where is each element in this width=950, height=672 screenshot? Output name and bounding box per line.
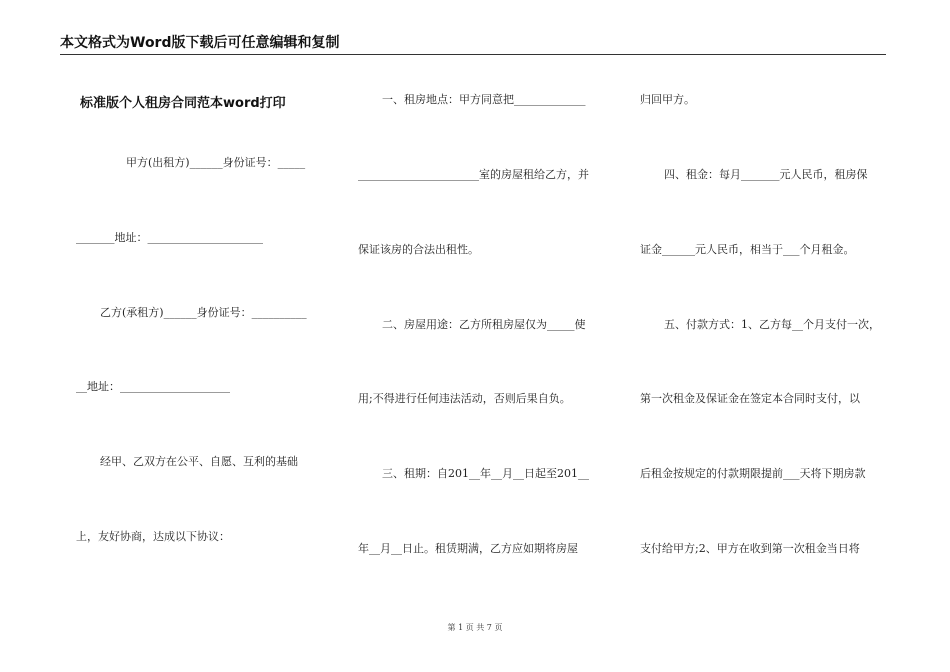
text-line: 支付给甲方;2、甲方在收到第一次租金当日将 [640,542,860,555]
text-line: 甲方(出租方)______身份证号：_____ [126,156,306,169]
text-line: __地址：____________________ [76,380,230,393]
column-3 [640,0,895,600]
document-title: 标准版个人租房合同范本word打印 [80,96,286,111]
column-1 [76,0,326,600]
text-line: 第一次租金及保证金在签定本合同时支付，以 [640,392,860,405]
text-line: 一、租房地点：甲方同意把_____________ [382,93,586,106]
text-line: 三、租期：自201__年__月__日起至201__ [382,467,589,480]
text-line: ______________________室的房屋租给乙方，并 [358,168,589,181]
text-line: 保证该房的合法出租性。 [358,243,479,256]
text-line: 后租金按规定的付款期限提前___天将下期房款 [640,467,866,480]
text-line: 证金______元人民币，相当于___个月租金。 [640,243,855,256]
text-line: 四、租金：每月_______元人民币，租房保 [664,168,868,181]
page-number: 第 1 页 共 7 页 [447,623,503,632]
header-text: 本文格式为Word版下载后可任意编辑和复制 [60,35,340,51]
text-line: 二、房屋用途：乙方所租房屋仅为_____使 [382,318,586,331]
text-line: 上，友好协商，达成以下协议： [76,530,230,543]
text-line: 年__月__日止。租赁期满，乙方应如期将房屋 [358,542,578,555]
column-2 [358,0,608,600]
text-line: 五、付款方式：1、乙方每__个月支付一次， [664,318,880,331]
text-line: 乙方(承租方)______身份证号：__________ [100,306,307,319]
text-line: 用;不得进行任何违法活动，否则后果自负。 [358,392,571,405]
text-line: 经甲、乙双方在公平、自愿、互利的基础 [100,455,298,468]
text-line: _______地址：_____________________ [76,231,263,244]
text-line: 归回甲方。 [640,93,695,106]
